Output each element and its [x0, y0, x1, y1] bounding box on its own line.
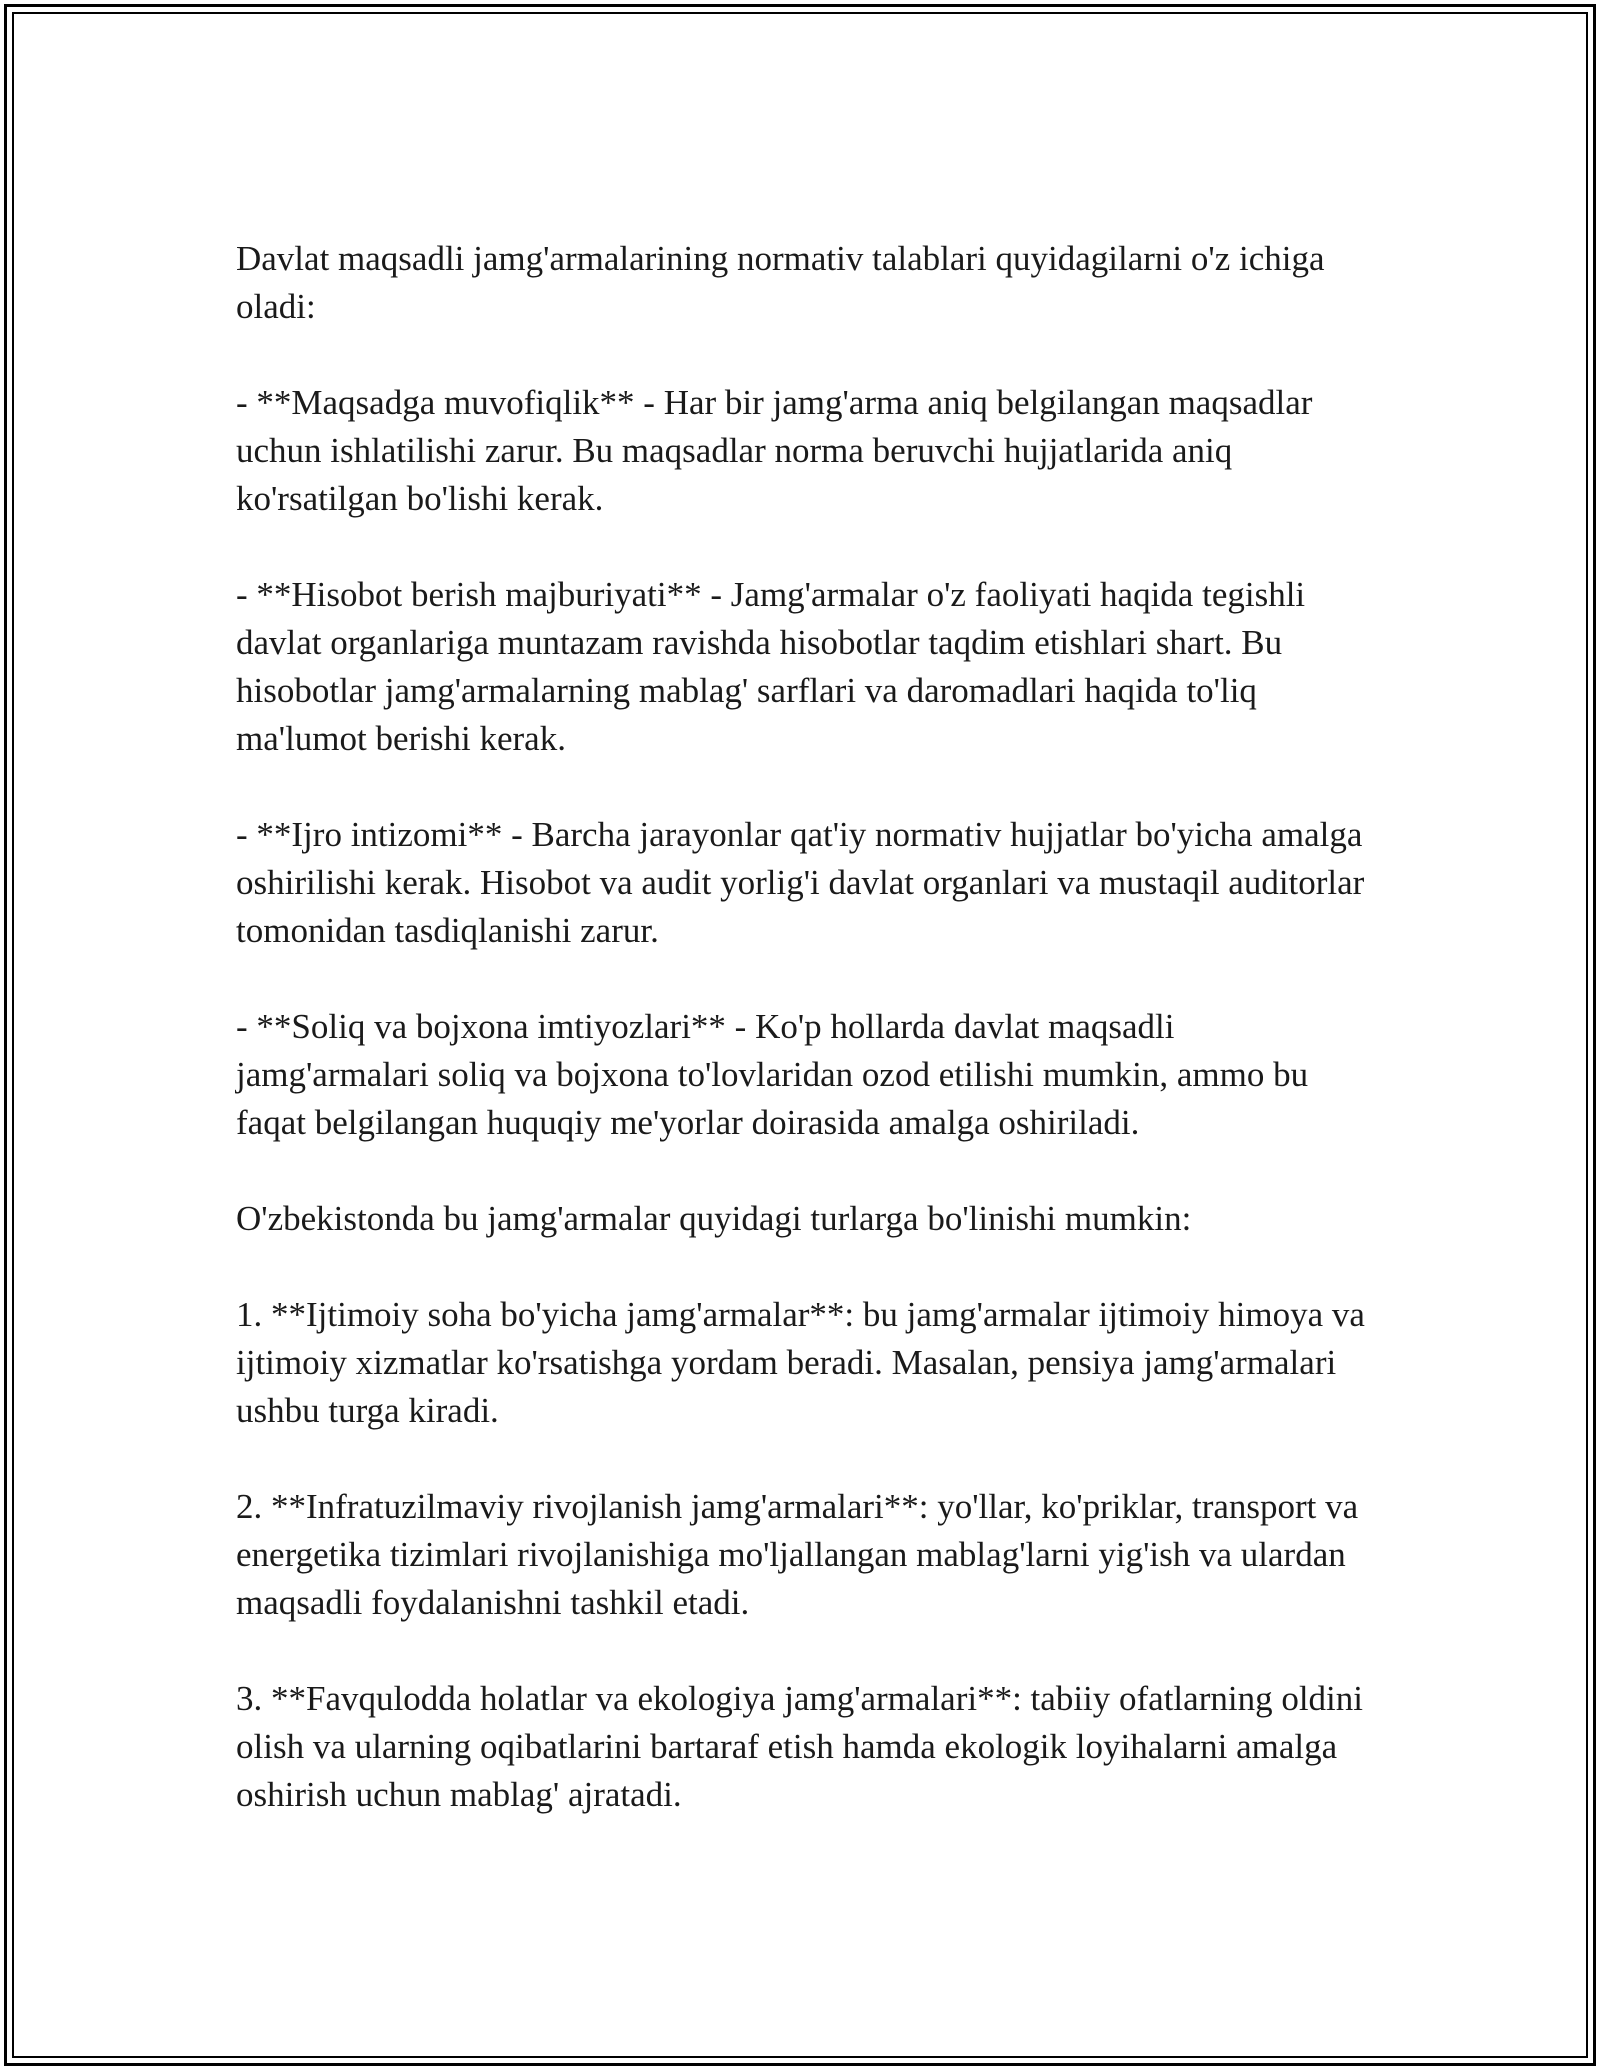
- document-body: [236, 235, 1376, 1819]
- type-infrastructure: 2. **Infratuzilmaviy rivojlanish jamg'armalari**: yo'llar, ko'priklar, transport va energetika tizimlari rivojlanishiga mo'ljallangan mablag'larni yig'ish va ulardan maqsadli foydalanishni tashkil etadi.: [236, 1487, 1359, 1622]
- paragraph-gap: [236, 763, 1376, 811]
- paragraph-gap: [236, 1147, 1376, 1195]
- paragraph-gap: [236, 523, 1376, 571]
- paragraph-gap: [236, 1627, 1376, 1675]
- type-social: 1. **Ijtimoiy soha bo'yicha jamg'armalar**: bu jamg'armalar ijtimoiy himoya va ijtimoiy xizmatlar ko'rsatishga yordam beradi. Masalan, pensiya jamg'armalari ushbu turga kiradi.: [236, 1295, 1365, 1430]
- requirement-tax-customs: - **Soliq va bojxona imtiyozlari** - Ko'p hollarda davlat maqsadli jamg'armalari soliq va bojxona to'lovlaridan ozod etilishi mumkin, ammo bu faqat belgilangan huquqiy me'yorlar doirasida amalga oshiriladi.: [236, 1007, 1309, 1142]
- paragraph-gap: [236, 955, 1376, 1003]
- paragraph-gap: [236, 1243, 1376, 1291]
- type-emergency-ecology: 3. **Favqulodda holatlar va ekologiya jamg'armalari**: tabiiy ofatlarning oldini olish va ularning oqibatlarini bartaraf etish hamda ekologik loyihalarni amalga oshirish uchun mablag' ajratadi.: [236, 1679, 1363, 1814]
- intro-paragraph: Davlat maqsadli jamg'armalarining normativ talablari quyidagilarni o'z ichiga oladi:: [236, 239, 1325, 326]
- paragraph-gap: [236, 1435, 1376, 1483]
- types-intro-paragraph: O'zbekistonda bu jamg'armalar quyidagi turlarga bo'linishi mumkin:: [236, 1199, 1192, 1238]
- requirement-purpose: - **Maqsadga muvofiqlik** - Har bir jamg'arma aniq belgilangan maqsadlar uchun ishlatilishi zarur. Bu maqsadlar norma beruvchi hujjatlarida aniq ko'rsatilgan bo'lishi kerak.: [236, 383, 1313, 518]
- requirement-reporting: - **Hisobot berish majburiyati** - Jamg'armalar o'z faoliyati haqida tegishli davlat organlariga muntazam ravishda hisobotlar taqdim etishlari shart. Bu hisobotlar jamg'armalarning mablag' sarflari va daromadlari haqida to'liq ma'lumot berishi kerak.: [236, 575, 1306, 758]
- requirement-discipline: - **Ijro intizomi** - Barcha jarayonlar qat'iy normativ hujjatlar bo'yicha amalga oshirilishi kerak. Hisobot va audit yorlig'i davlat organlari va mustaqil auditorlar tomonidan tasdiqlanishi zarur.: [236, 815, 1365, 950]
- paragraph-gap: [236, 331, 1376, 379]
